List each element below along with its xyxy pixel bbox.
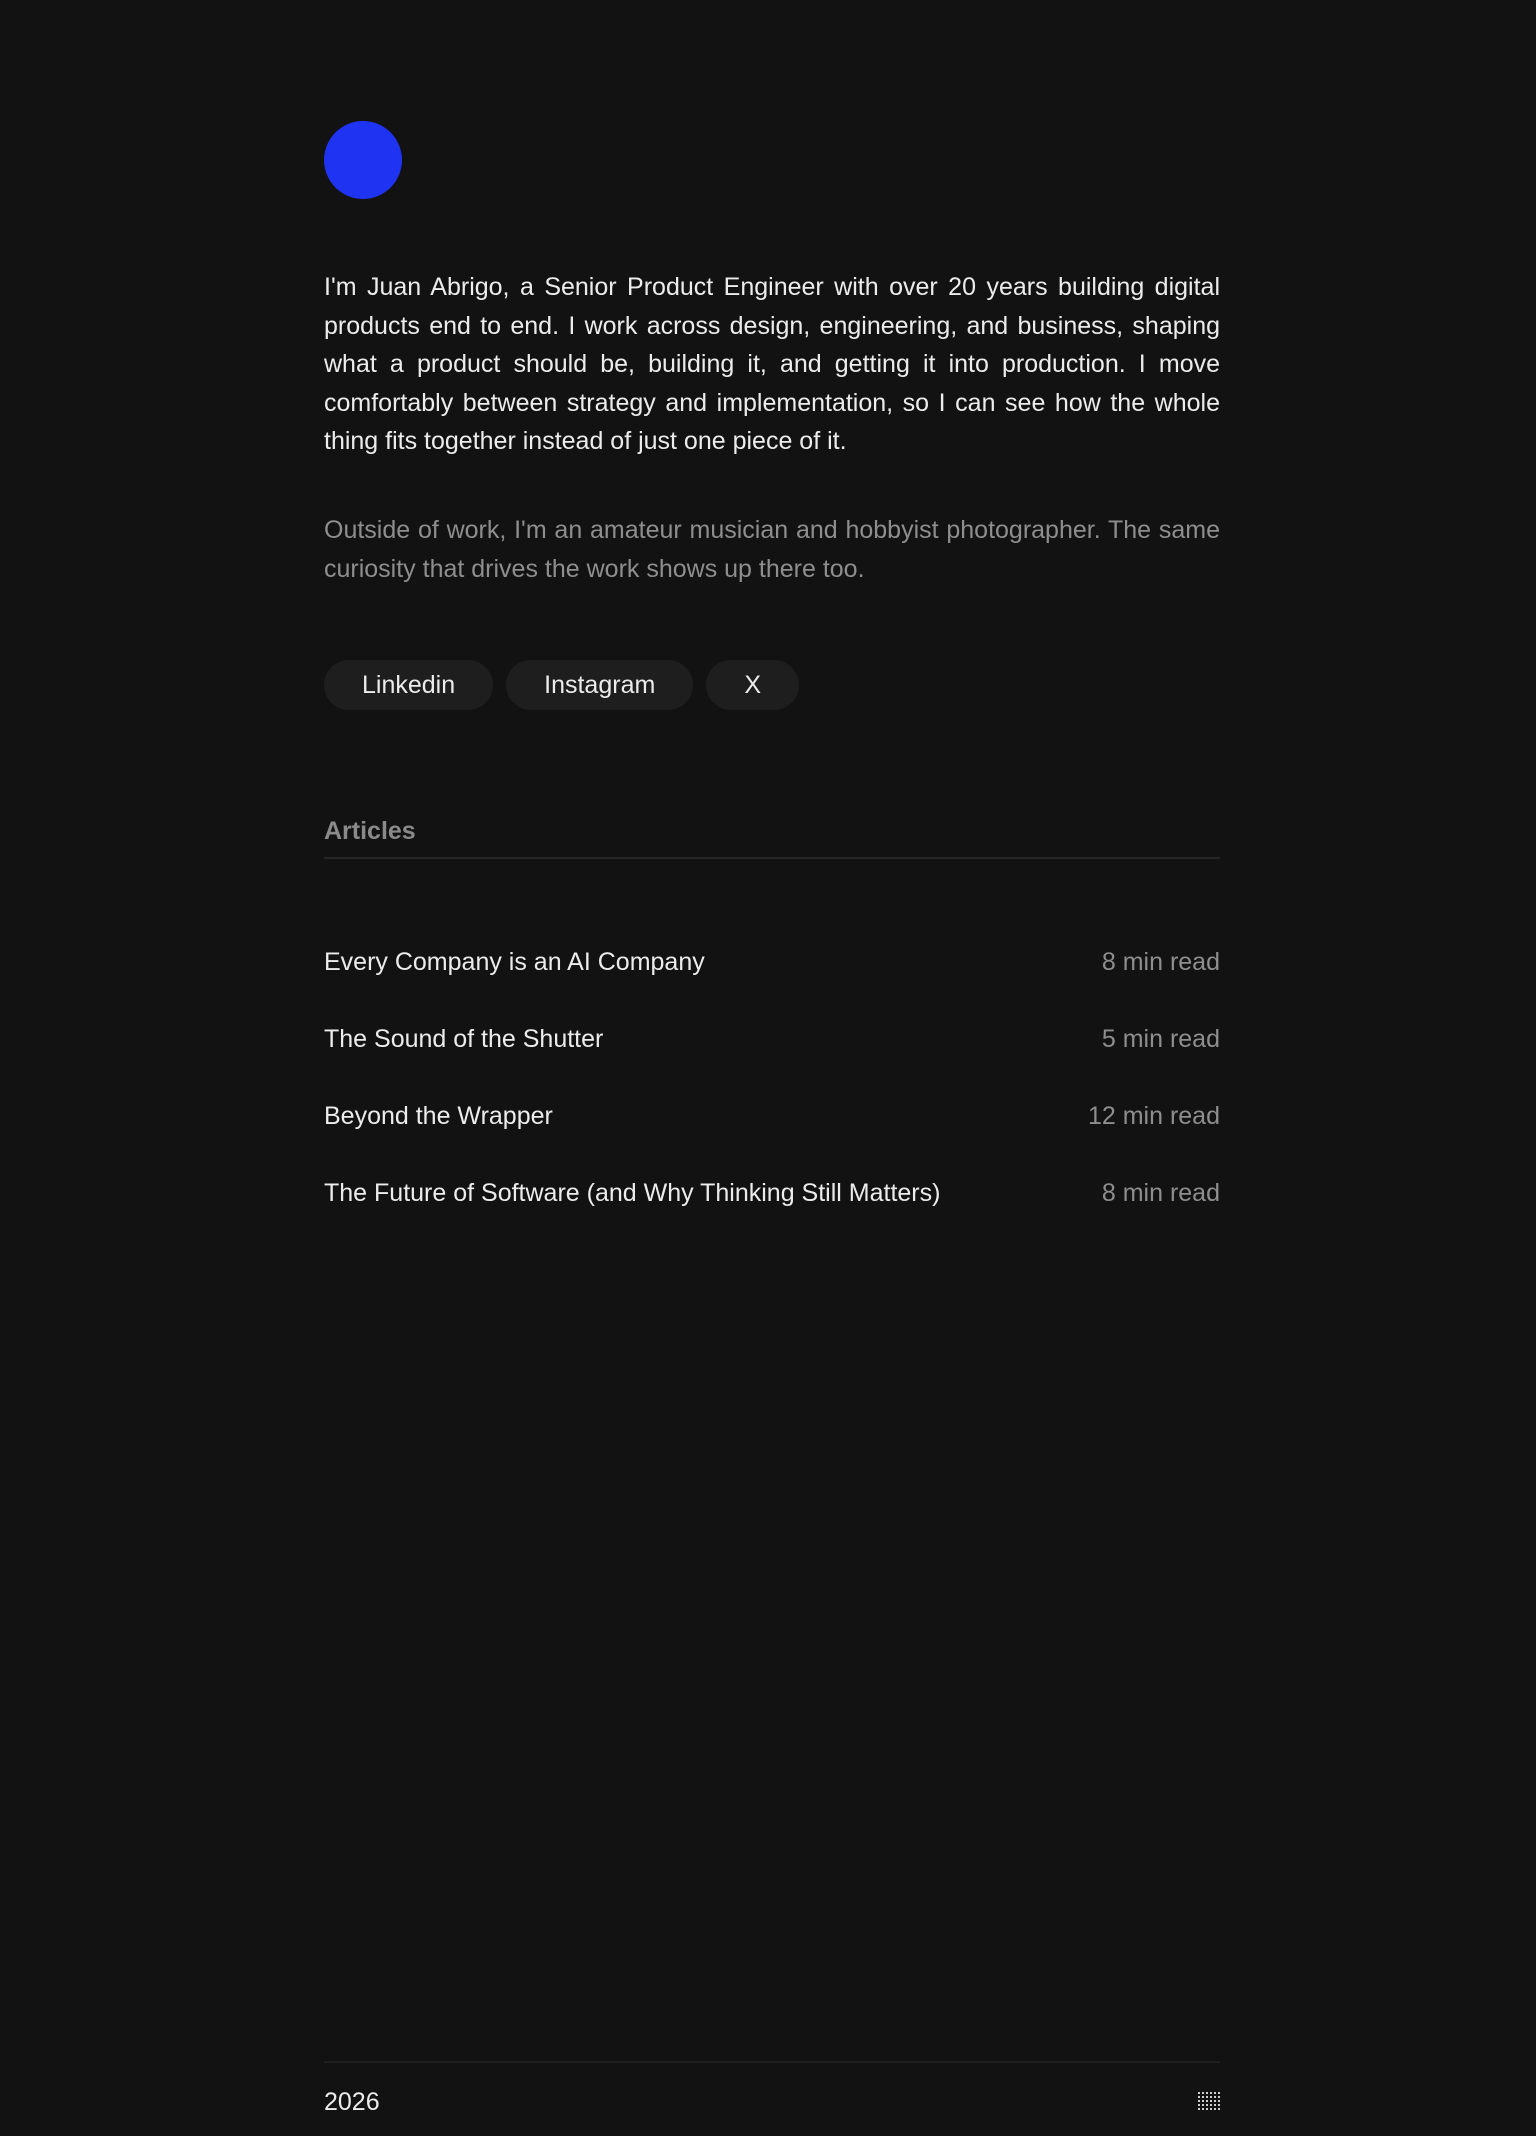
article-item[interactable] [324,1001,1220,1078]
page [324,0,1220,2136]
articles-divider [324,857,1220,859]
article-title[interactable]: Every Company is an AI Company [324,948,705,976]
article-title[interactable]: Beyond the Wrapper [324,1102,553,1130]
article-item[interactable] [324,1155,1220,1232]
intro-paragraph: I'm Juan Abrigo, a Senior Product Engineer with over 20 years building digital products end to end. I work across design, engineering, and business, shaping what a product should be, building it, and getting it into production. I move comfortably between strategy and implementation, so I can see how the whole thing fits together instead of just one piece of it. [324,273,1220,455]
article-item[interactable] [324,1078,1220,1155]
x-link[interactable]: X [706,660,799,710]
articles-heading: Articles [324,817,416,845]
article-read-time: 8 min read [1101,948,1220,976]
footer-year: 2026 [324,2088,380,2116]
article-read-time: 5 min read [1101,1025,1220,1053]
dot-grid-icon[interactable] [1198,2092,1220,2110]
linkedin-link[interactable]: Linkedin [324,660,493,710]
article-title[interactable]: The Sound of the Shutter [324,1025,604,1053]
footer-divider [324,2061,1220,2063]
article-read-time: 8 min read [1101,1179,1220,1207]
social-links [324,660,799,710]
hobbies-paragraph: Outside of work, I'm an amateur musician and hobbyist photographer. The same curiosity that drives the work shows up there too. [324,516,1220,583]
article-item[interactable] [324,924,1220,1001]
article-read-time: 12 min read [1087,1102,1220,1130]
instagram-link[interactable]: Instagram [506,660,693,710]
article-list [324,924,1220,1232]
article-title[interactable]: The Future of Software (and Why Thinking Still Matters) [324,1179,941,1207]
logo-icon[interactable] [324,121,402,199]
